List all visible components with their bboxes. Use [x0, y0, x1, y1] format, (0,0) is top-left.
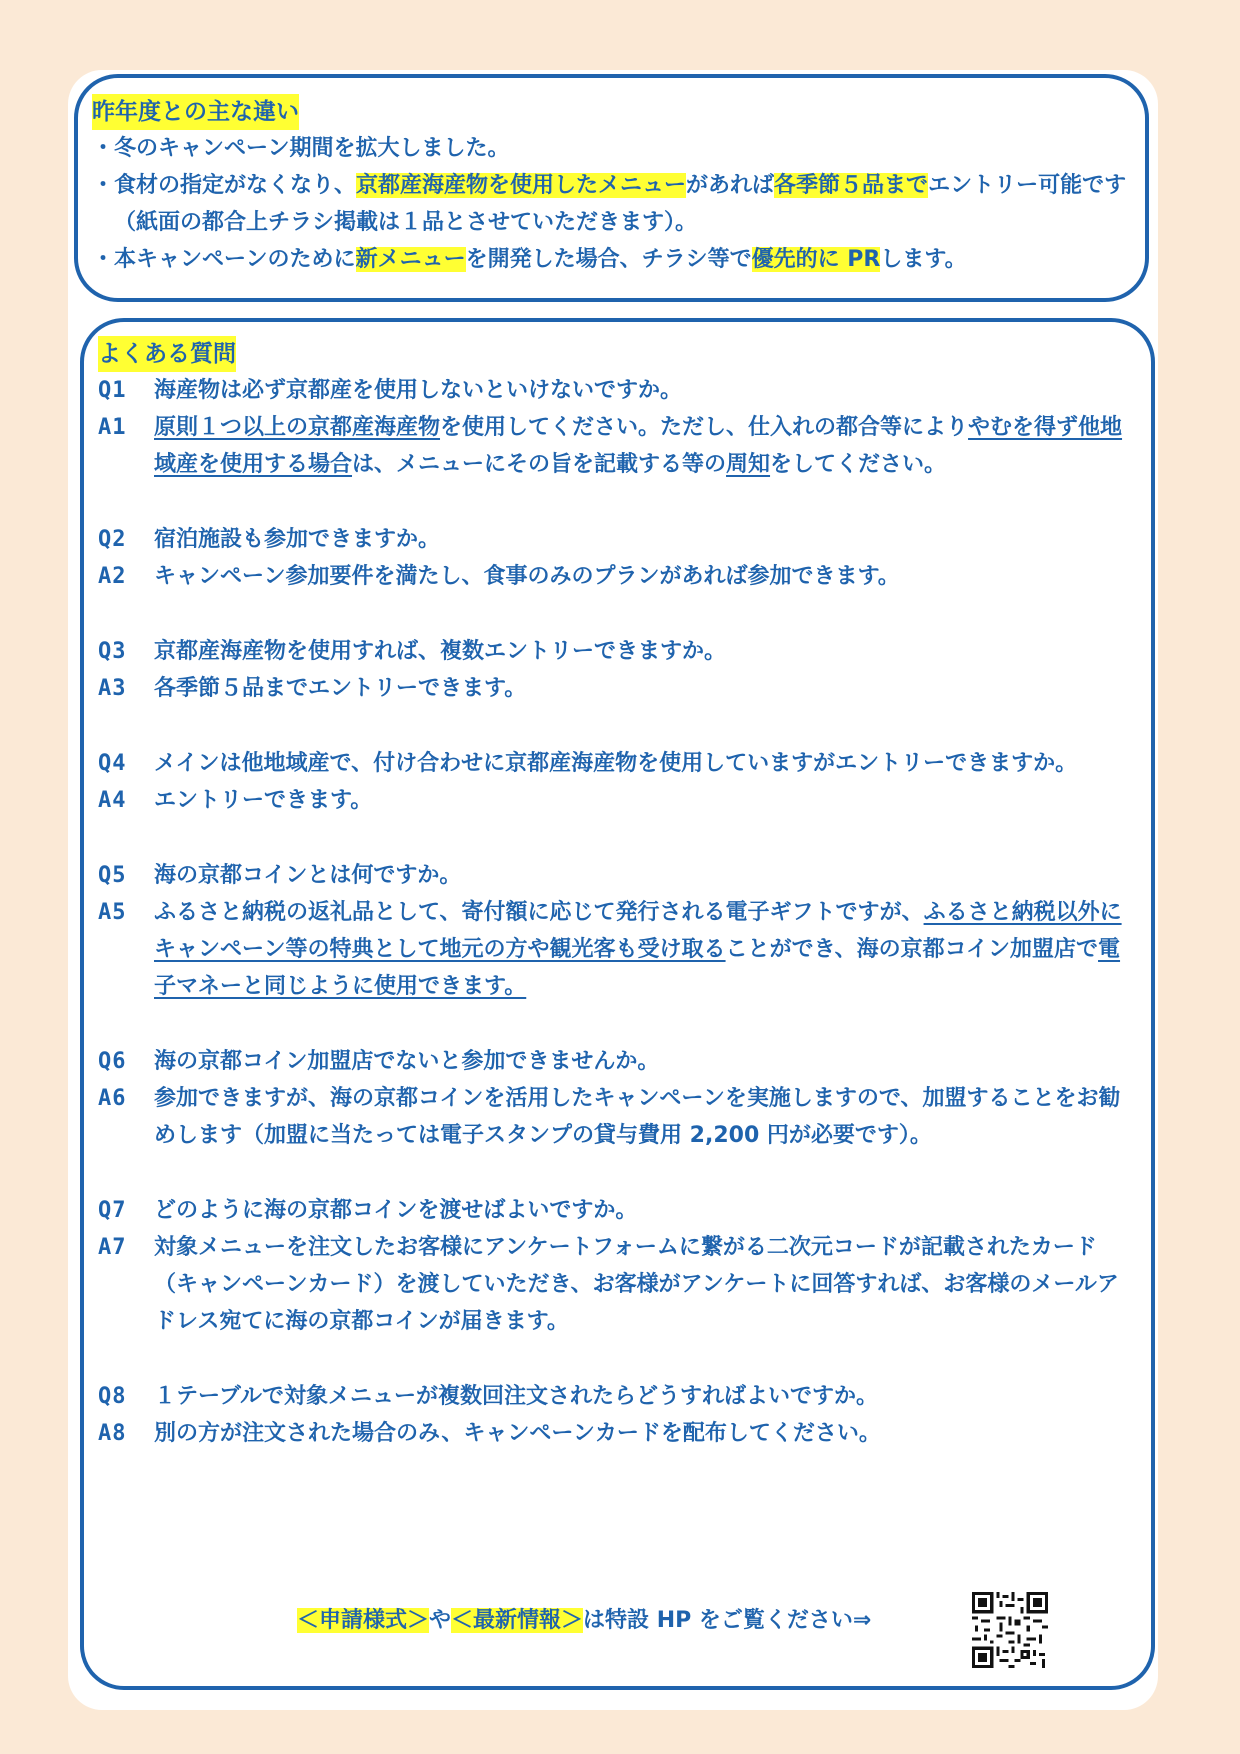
- latest-info-link: ＜最新情報＞: [451, 1608, 584, 1633]
- faq-question: Q7 どのように海の京都コインを渡せばよいですか。: [98, 1198, 638, 1223]
- faq-question: Q2 宿泊施設も参加できますか。: [98, 527, 441, 552]
- faq-question: Q1 海産物は必ず京都産を使用しないといけないですか。: [98, 378, 683, 403]
- faq-answer: A6 参加できますが、海の京都コインを活用したキャンペーンを実施しますので、加盟することをお勧めします（加盟に当たっては電子スタンプの貸与費用 2,200 円が必要です）。: [98, 1086, 1121, 1148]
- faq-answer: A3 各季節５品までエントリーできます。: [98, 676, 527, 701]
- faq-question: Q5 海の京都コインとは何ですか。: [98, 863, 462, 888]
- faq-answer: A8 別の方が注文された場合のみ、キャンペーンカードを配布してください。: [98, 1421, 881, 1446]
- faq-title: よくある質問: [98, 336, 236, 372]
- highlight-five-items: 各季節５品まで: [774, 173, 929, 198]
- highlight-seafood-menu: 京都産海産物を使用したメニュー: [356, 173, 687, 198]
- difference-text: 冬のキャンペーン期間を拡大しました。: [114, 136, 510, 161]
- difference-item: [92, 241, 1131, 278]
- bullet-mark: ・: [92, 247, 115, 272]
- faq-question: Q8 １テーブルで対象メニューが複数回注文されたらどうすればよいですか。: [98, 1384, 879, 1409]
- application-form-link: ＜申請様式＞: [297, 1608, 430, 1633]
- qr-code-icon[interactable]: [972, 1592, 1048, 1668]
- faq-answer: A2 キャンペーン参加要件を満たし、食事のみのプランがあれば参加できます。: [98, 564, 900, 589]
- faq-question: Q4 メインは他地域産で、付け合わせに京都産海産物を使用していますがエントリーできますか。: [98, 751, 1078, 776]
- faq-question: Q3 京都産海産物を使用すれば、複数エントリーできますか。: [98, 639, 727, 664]
- difference-item: [92, 167, 1131, 241]
- faq-answer: A5 ふるさと納税の返礼品として、寄付額に応じて発行される電子ギフトですが、ふるさと納税以外にキャンペーン等の特典として地元の方や観光客も受け取ることができ、海の京都コイン加盟店で電子マネーと同じように使用できます。: [98, 900, 1122, 999]
- footer-note: ＜申請様式＞や＜最新情報＞は特設 HP をご覧ください⇒: [297, 1608, 872, 1633]
- faq-question: Q6 海の京都コイン加盟店でないと参加できませんか。: [98, 1049, 660, 1074]
- faq-answer: A1 原則１つ以上の京都産海産物を使用してください。ただし、仕入れの都合等によりやむを得ず他地域産を使用する場合は、メニューにその旨を記載する等の周知をしてください。: [98, 415, 1123, 477]
- difference-text: 本キャンペーンのために新メニューを開発した場合、チラシ等で優先的に PRします。: [114, 247, 967, 272]
- differences-box: [74, 74, 1149, 302]
- difference-text: 食材の指定がなくなり、京都産海産物を使用したメニューがあれば各季節５品までエントリー可能です（紙面の都合上チラシ掲載は１品とさせていただきます）。: [114, 173, 1127, 235]
- difference-item: [92, 130, 1131, 167]
- faq-box: [80, 318, 1155, 1690]
- highlight-new-menu: 新メニュー: [355, 247, 466, 272]
- bullet-mark: ・: [92, 173, 115, 198]
- highlight-priority-pr: 優先的に PR: [751, 247, 881, 272]
- faq-answer: A4 エントリーできます。: [98, 788, 373, 813]
- bullet-mark: ・: [92, 136, 115, 161]
- faq-answer: A7 対象メニューを注文したお客様にアンケートフォームに繋がる二次元コードが記載されたカード（キャンペーンカード）を渡していただき、お客様がアンケートに回答すれば、お客様のメールアドレス宛てに海の京都コインが届きます。: [98, 1235, 1119, 1334]
- differences-title: 昨年度との主な違い: [92, 94, 299, 130]
